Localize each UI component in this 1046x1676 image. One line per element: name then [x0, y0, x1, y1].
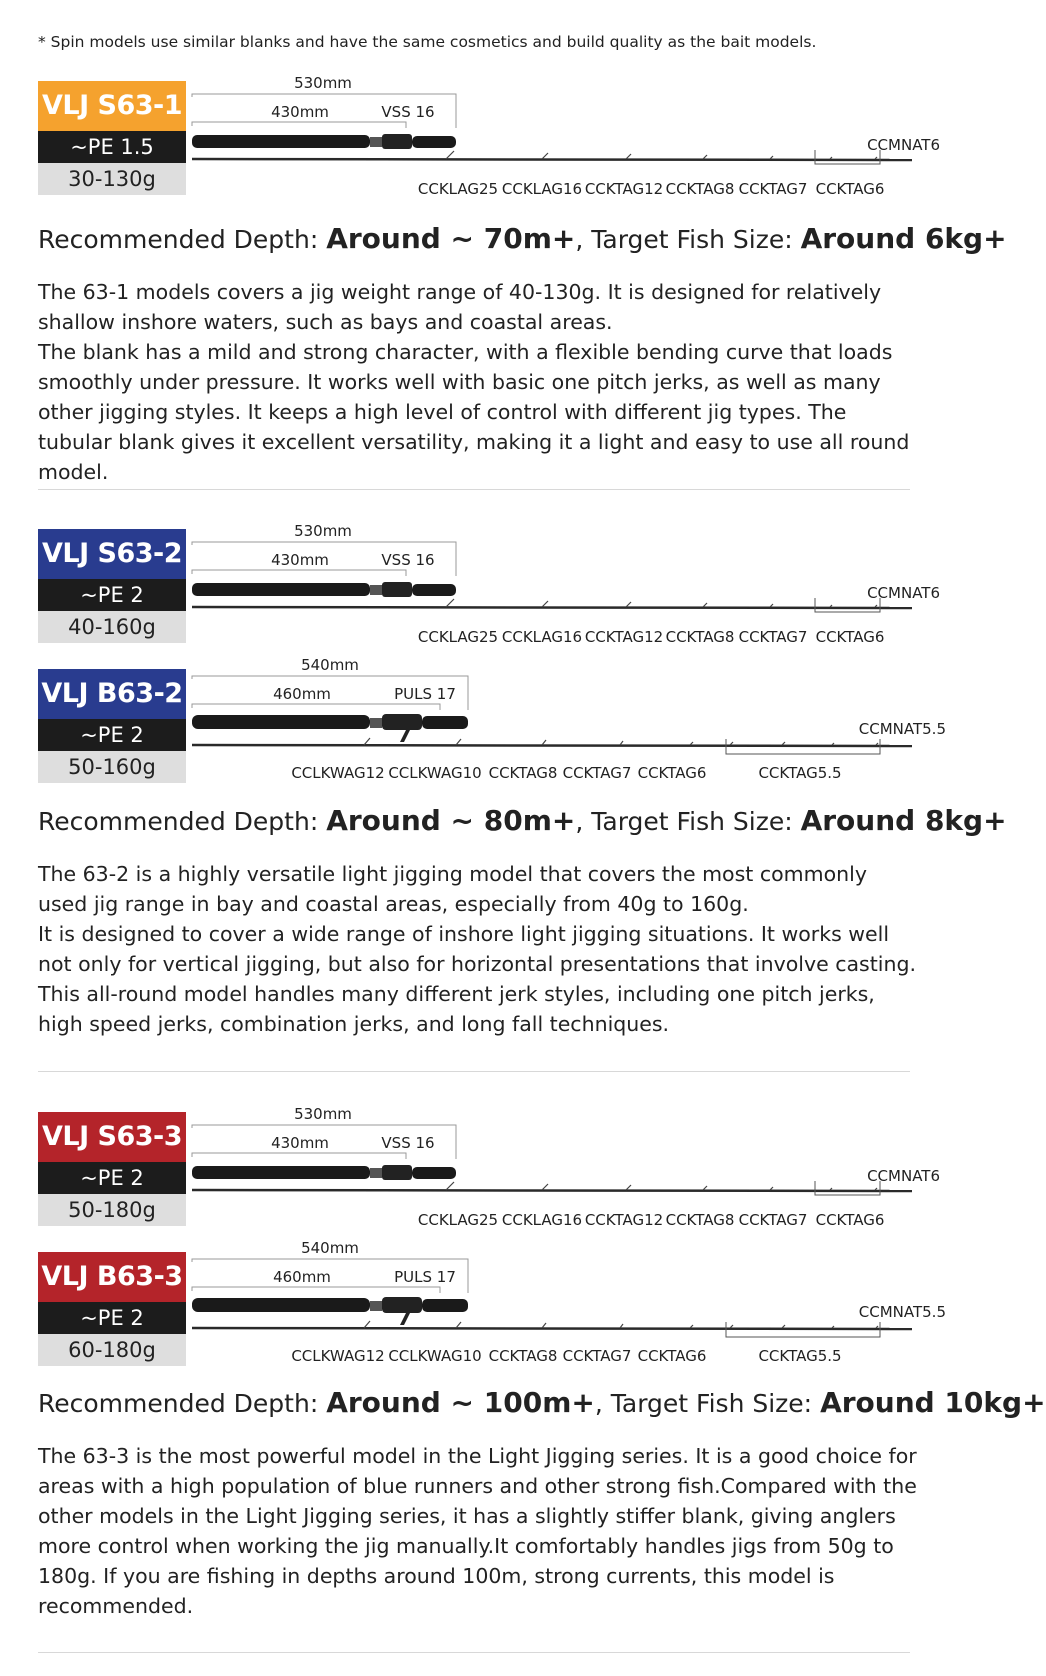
- guide-label-4: CCKTAG8: [665, 1211, 735, 1229]
- depth-value: Around ~ 100m+: [326, 1386, 595, 1419]
- spin-models-note: * Spin models use similar blanks and have the same cosmetics and build quality as the bait models.: [38, 33, 817, 51]
- fish-size-value: Around 8kg+: [800, 804, 1007, 837]
- model-description: [38, 1441, 918, 1621]
- rod-diagram-vlj-s63-2: [0, 518, 950, 653]
- guide-label-5: CCKTAG6: [637, 764, 707, 782]
- handle-length-label: 530mm: [294, 1105, 352, 1123]
- description-paragraph: The 63-1 models covers a jig weight range of 40-130g. It is designed for relatively shallow inshore waters, such as bays and coastal areas.: [38, 280, 882, 334]
- rod-pe-rating: ~PE 1.5: [38, 131, 186, 163]
- rod-pe-rating: ~PE 2: [38, 579, 186, 611]
- guide-label-1: CCKLAG25: [417, 180, 499, 198]
- fish-prefix: , Target Fish Size:: [575, 225, 801, 254]
- recommended-depth-line: [38, 804, 1007, 837]
- guide-label-5: CCKTAG6: [637, 1347, 707, 1365]
- handle-length-label: 530mm: [294, 74, 352, 92]
- guide-label-1: CCKLAG25: [417, 1211, 499, 1229]
- fish-size-value: Around 6kg+: [800, 222, 1007, 255]
- guide-label-6: CCKTAG5.5: [758, 1347, 842, 1365]
- reel-seat-label: VSS 16: [381, 1134, 435, 1152]
- tip-guide-label: CCMNAT5.5: [858, 1303, 946, 1321]
- guide-label-4: CCKTAG7: [562, 1347, 632, 1365]
- recommended-depth-line: [38, 1386, 1046, 1419]
- recommended-depth-line: [38, 222, 1007, 255]
- rod-grip: [192, 1298, 370, 1312]
- guide-label-5: CCKTAG7: [738, 180, 808, 198]
- guide-label-1: CCKLAG25: [417, 628, 499, 646]
- rod-jig-weight: 50-160g: [38, 751, 186, 783]
- model-description: [38, 277, 918, 487]
- rod-pe-rating: ~PE 2: [38, 719, 186, 751]
- grip-length-label: 430mm: [271, 103, 329, 121]
- rod-grip: [192, 1166, 370, 1179]
- rod-diagram-vlj-b63-2: [0, 652, 950, 787]
- guide-label-1: CCLKWAG12: [291, 764, 385, 782]
- guide-label-6: CCKTAG6: [815, 628, 885, 646]
- rod-model-name: VLJ S63-3: [38, 1112, 186, 1162]
- guide-label-6: CCKTAG6: [815, 180, 885, 198]
- guide-label-3: CCKTAG8: [488, 764, 558, 782]
- depth-prefix: Recommended Depth:: [38, 225, 327, 254]
- guide-label-1: CCLKWAG12: [291, 1347, 385, 1365]
- description-paragraph: The 63-2 is a highly versatile light jigging model that covers the most commonly used jig range in bay and coastal areas, especially from 40g to 160g.: [38, 862, 867, 916]
- guide-label-3: CCKTAG8: [488, 1347, 558, 1365]
- handle-length-label: 540mm: [301, 1239, 359, 1257]
- rod-jig-weight: 50-180g: [38, 1194, 186, 1226]
- rod-jig-weight: 60-180g: [38, 1334, 186, 1366]
- rod-grip: [192, 715, 370, 729]
- guide-label-2: CCKLAG16: [501, 1211, 583, 1229]
- reel-seat: [382, 582, 412, 597]
- trigger: [400, 730, 410, 742]
- guide-label-5: CCKTAG7: [738, 628, 808, 646]
- rod-diagram-vlj-s63-1: [0, 70, 950, 205]
- guide-label-6: CCKTAG5.5: [758, 764, 842, 782]
- rod-model-name: VLJ S63-1: [38, 81, 186, 131]
- reel-seat-label: PULS 17: [394, 1268, 456, 1286]
- guide-label-4: CCKTAG8: [665, 180, 735, 198]
- rod-model-name: VLJ S63-2: [38, 529, 186, 579]
- fish-prefix: , Target Fish Size:: [594, 1389, 821, 1418]
- section-divider: [38, 1071, 910, 1072]
- rod-jig-weight: 40-160g: [38, 611, 186, 643]
- depth-prefix: Recommended Depth:: [38, 1389, 327, 1418]
- depth-value: Around ~ 70m+: [326, 222, 576, 255]
- rod-jig-weight: 30-130g: [38, 163, 186, 195]
- grip-length-label: 460mm: [273, 685, 331, 703]
- grip-length-label: 430mm: [271, 1134, 329, 1152]
- depth-prefix: Recommended Depth:: [38, 807, 327, 836]
- section-divider: [38, 1652, 910, 1653]
- reel-seat: [382, 1165, 412, 1180]
- guide-label-3: CCKTAG12: [584, 628, 664, 646]
- fish-size-value: Around 10kg+: [820, 1386, 1046, 1419]
- guide-label-4: CCKTAG8: [665, 628, 735, 646]
- trigger: [400, 1313, 410, 1325]
- rod-diagram-vlj-s63-3: [0, 1101, 950, 1236]
- grip-length-label: 460mm: [273, 1268, 331, 1286]
- reel-seat-label: VSS 16: [381, 551, 435, 569]
- fish-prefix: , Target Fish Size:: [575, 807, 801, 836]
- tip-guide-label: CCMNAT5.5: [858, 720, 946, 738]
- guide-label-6: CCKTAG6: [815, 1211, 885, 1229]
- rod-pe-rating: ~PE 2: [38, 1302, 186, 1334]
- rod-blank: [192, 745, 912, 746]
- handle-length-label: 530mm: [294, 522, 352, 540]
- reel-seat: [382, 134, 412, 149]
- handle-length-label: 540mm: [301, 656, 359, 674]
- guide-label-2: CCKLAG16: [501, 180, 583, 198]
- reel-seat: [382, 1297, 422, 1313]
- description-paragraph: The 63-3 is the most powerful model in the Light Jigging series. It is a good choice for areas with a high population of blue runners and other strong fish.Compared with the other models in the Light Jigging series, it has a slightly stiffer blank, giving anglers more control when working the jig manually.It comfortably handles jigs from 50g to 180g. If you are fishing in depths around 100m, strong currents, this model is recommended.: [38, 1444, 917, 1618]
- rod-grip: [192, 583, 370, 596]
- guide-label-2: CCLKWAG10: [388, 764, 482, 782]
- rod-pe-rating: ~PE 2: [38, 1162, 186, 1194]
- rod-blank: [192, 159, 912, 160]
- rod-grip: [192, 135, 370, 148]
- rod-blank: [192, 1328, 912, 1329]
- rod-blank: [192, 607, 912, 608]
- section-divider: [38, 489, 910, 490]
- guide-label-5: CCKTAG7: [738, 1211, 808, 1229]
- guide-label-4: CCKTAG7: [562, 764, 632, 782]
- rod-diagram-vlj-b63-3: [0, 1235, 950, 1370]
- tip-guide-label: CCMNAT6: [867, 1167, 940, 1185]
- rod-model-name: VLJ B63-2: [38, 669, 186, 719]
- rod-model-name: VLJ B63-3: [38, 1252, 186, 1302]
- tip-guide-label: CCMNAT6: [867, 136, 940, 154]
- guide-label-3: CCKTAG12: [584, 1211, 664, 1229]
- guide-label-2: CCLKWAG10: [388, 1347, 482, 1365]
- rod-blank: [192, 1190, 912, 1191]
- model-description: [38, 859, 918, 1039]
- guide-label-2: CCKLAG16: [501, 628, 583, 646]
- reel-seat-label: PULS 17: [394, 685, 456, 703]
- reel-seat: [382, 714, 422, 730]
- depth-value: Around ~ 80m+: [326, 804, 576, 837]
- description-paragraph: The blank has a mild and strong character, with a flexible bending curve that loads smoothly under pressure. It works well with basic one pitch jerks, as well as many other jigging styles. It keeps a high level of control with different jig types. The tubular blank gives it excellent versatility, making it a light and easy to use all round model.: [38, 340, 910, 484]
- reel-seat-label: VSS 16: [381, 103, 435, 121]
- grip-length-label: 430mm: [271, 551, 329, 569]
- guide-label-3: CCKTAG12: [584, 180, 664, 198]
- description-paragraph: It is designed to cover a wide range of inshore light jigging situations. It works well not only for vertical jigging, but also for horizontal presentations that involve casting. This all-round model handles many different jerk styles, including one pitch jerks, high speed jerks, combination jerks, and long fall techniques.: [38, 922, 916, 1036]
- tip-guide-label: CCMNAT6: [867, 584, 940, 602]
